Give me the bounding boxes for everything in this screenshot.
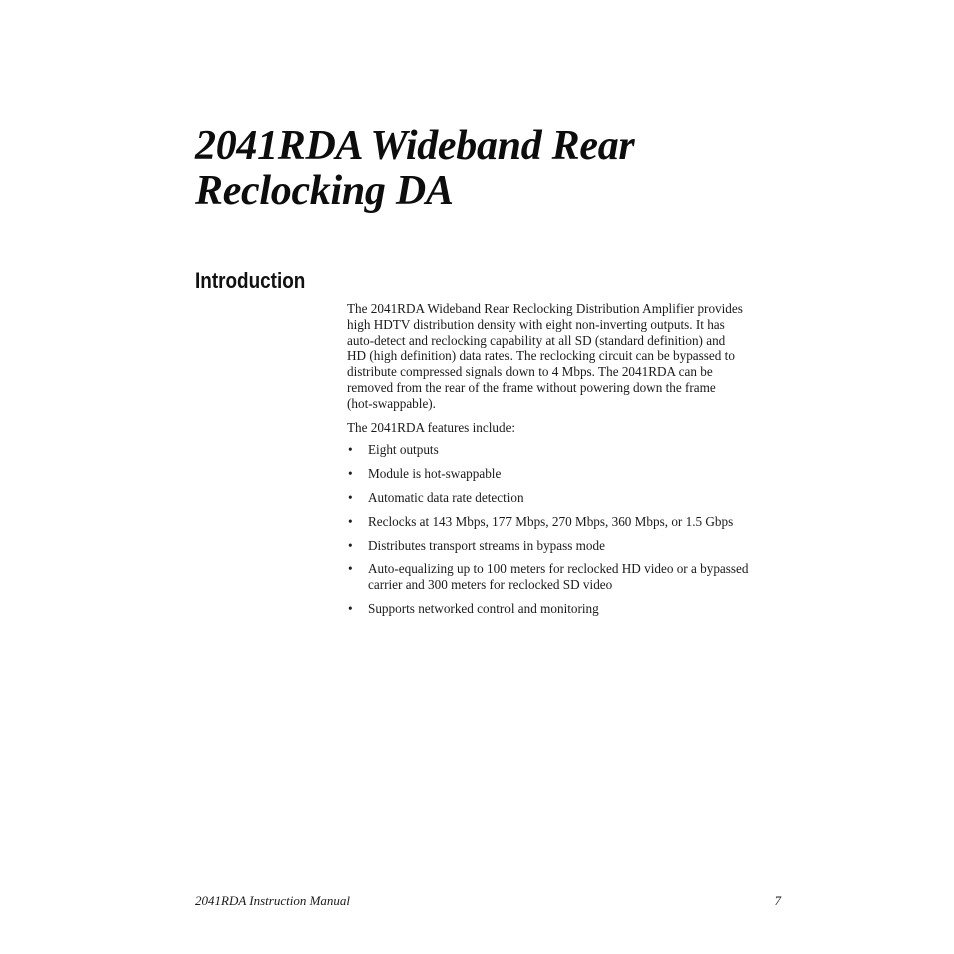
- feature-list-item: [347, 466, 783, 482]
- feature-text: Module is hot-swappable: [368, 466, 502, 482]
- footer-page-number: 7: [774, 893, 781, 908]
- feature-list-item: [347, 490, 783, 506]
- feature-list: [347, 442, 787, 616]
- footer-manual-title: 2041RDA Instruction Manual: [195, 893, 351, 908]
- bullet-icon: •: [348, 513, 353, 529]
- intro-line: (hot-swappable).: [347, 395, 436, 411]
- intro-line: HD (high definition) data rates. The reclocking circuit can be bypassed to: [347, 348, 735, 364]
- feature-text: Eight outputs: [368, 442, 439, 458]
- section-heading-introduction: Introduction: [195, 268, 306, 293]
- feature-list-item: [347, 514, 783, 530]
- feature-text: Auto-equalizing up to 100 meters for reclocked HD video or a bypassed carrier and 300 meters for reclocked SD video: [368, 561, 749, 593]
- feature-list-item: [347, 442, 783, 458]
- feature-text: Reclocks at 143 Mbps, 177 Mbps, 270 Mbps, 360 Mbps, or 1.5 Gbps: [368, 513, 734, 529]
- bullet-icon: •: [348, 442, 353, 458]
- intro-line: removed from the rear of the frame without powering down the frame: [347, 379, 716, 395]
- bullet-icon: •: [348, 466, 353, 482]
- feature-list-item: [347, 538, 783, 554]
- feature-text: Supports networked control and monitoring: [368, 600, 599, 616]
- features-lead-text: The 2041RDA features include:: [347, 419, 516, 435]
- intro-line: auto-detect and reclocking capability at all SD (standard definition) and: [347, 332, 726, 348]
- feature-text: Distributes transport streams in bypass mode: [368, 537, 605, 553]
- intro-line: The 2041RDA Wideband Rear Reclocking Distribution Amplifier provides: [347, 301, 743, 316]
- body-column: [347, 301, 787, 625]
- feature-text: Automatic data rate detection: [368, 489, 524, 505]
- bullet-icon: •: [348, 600, 353, 616]
- feature-list-item: [347, 601, 783, 617]
- chapter-title-line-1: 2041RDA Wideband Rear: [195, 123, 635, 169]
- intro-paragraph: [347, 301, 781, 412]
- intro-line: high HDTV distribution density with eight non-inverting outputs. It has: [347, 316, 725, 332]
- chapter-title: [195, 124, 815, 214]
- intro-line: distribute compressed signals down to 4 Mbps. The 2041RDA can be: [347, 364, 713, 380]
- bullet-icon: •: [348, 561, 353, 577]
- chapter-title-line-2: Reclocking DA: [195, 168, 454, 214]
- bullet-icon: •: [348, 489, 353, 505]
- feature-list-item: [347, 561, 783, 593]
- bullet-icon: •: [348, 537, 353, 553]
